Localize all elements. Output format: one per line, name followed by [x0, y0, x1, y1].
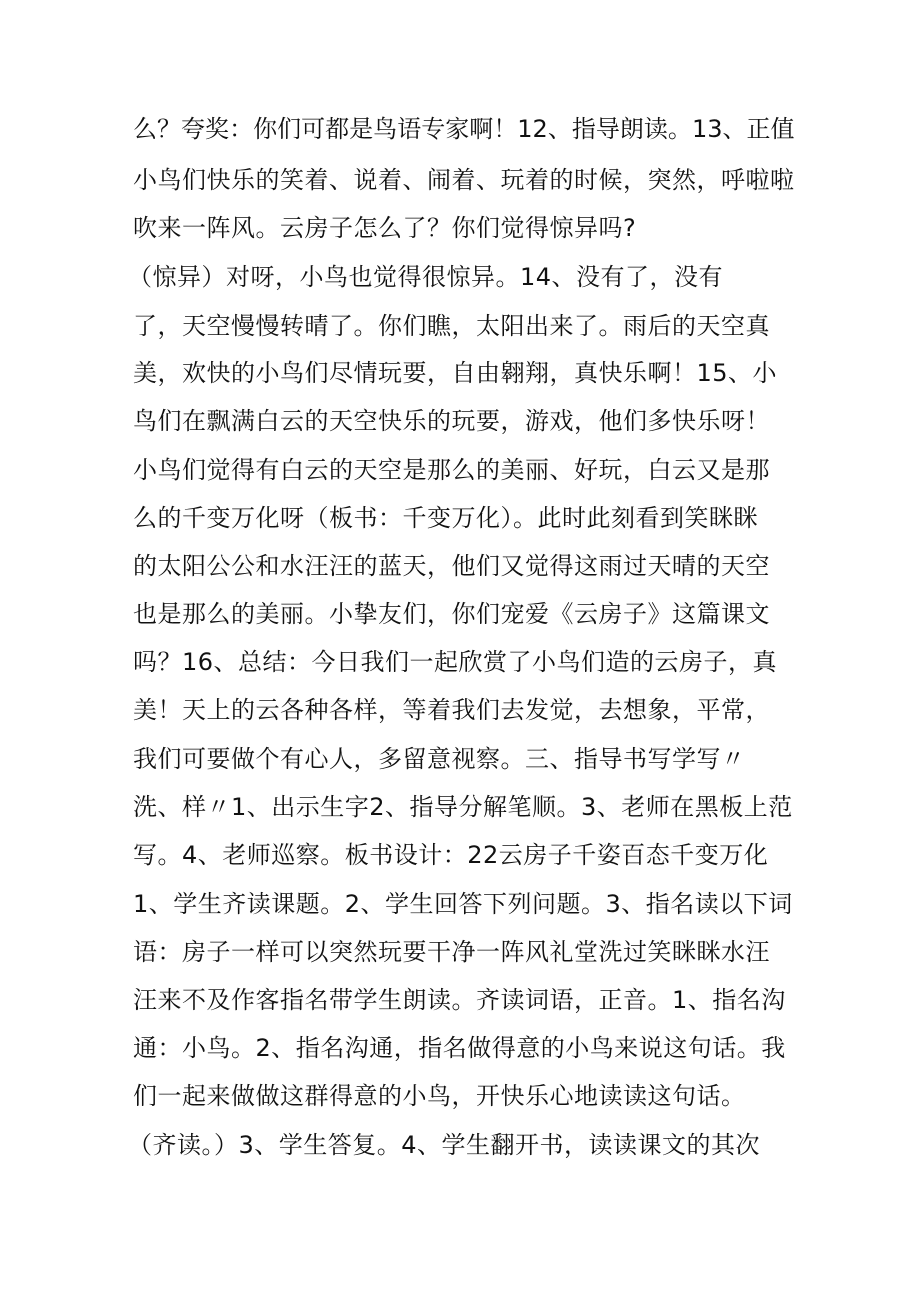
text-line: 的太阳公公和水汪汪的蓝天，他们又觉得这雨过天晴的天空: [133, 552, 770, 580]
text-line: （齐读。）3、学生答复。4、学生翻开书，读读课文的其次: [128, 1131, 761, 1159]
text-line: 通：小鸟。2、指名沟通，指名做得意的小鸟来说这句话。我: [133, 1034, 786, 1062]
text-line: 小鸟们快乐的笑着、说着、闹着、玩着的时候，突然，呼啦啦: [133, 166, 795, 194]
text-line: 也是那么的美丽。小挚友们，你们宠爱《云房子》这篇课文: [133, 600, 770, 628]
text-line: 么的千变万化呀（板书：千变万化）。此时此刻看到笑眯眯: [133, 504, 758, 532]
text-line: 小鸟们觉得有白云的天空是那么的美丽、好玩，白云又是那: [133, 456, 770, 484]
text-line: 美，欢快的小鸟们尽情玩要，自由翱翔，真快乐啊！15、小: [133, 359, 778, 387]
text-line: 吗？16、总结：今日我们一起欣赏了小鸟们造的云房子，真: [133, 648, 778, 676]
text-line: 美！天上的云各种各样，等着我们去发觉，去想象，平常，: [133, 696, 770, 724]
text-line: 们一起来做做这群得意的小鸟，开快乐心地读读这句话。: [133, 1082, 746, 1110]
text-line: 我们可要做个有心人，多留意视察。三、指导书写学写〃: [133, 745, 746, 773]
text-line: 语：房子一样可以突然玩要干净一阵风礼堂洗过笑眯眯水汪: [133, 938, 770, 966]
text-line: 1、学生齐读课题。2、学生回答下列问题。3、指名读以下词: [133, 890, 793, 918]
text-line: 么？夸奖：你们可都是鸟语专家啊！12、指导朗读。13、正值: [133, 115, 795, 143]
text-line: 鸟们在飘满白云的天空快乐的玩要，游戏，他们多快乐呀！: [133, 407, 770, 435]
text-line: （惊异）对呀，小鸟也觉得很惊异。14、没有了，没有: [128, 263, 724, 291]
text-line: 洗、样〃1、出示生字2、指导分解笔顺。3、老师在黑板上范: [133, 793, 793, 821]
text-line: 汪来不及作客指名带学生朗读。齐读词语，正音。1、指名沟: [133, 986, 786, 1014]
text-line: 写。4、老师巡察。板书设计：22云房子千姿百态千变万化: [133, 841, 769, 869]
text-line: 吹来一阵风。云房子怎么了？你们觉得惊异吗?: [133, 214, 637, 242]
text-line: 了，天空慢慢转晴了。你们瞧，太阳出来了。雨后的天空真: [133, 312, 770, 340]
